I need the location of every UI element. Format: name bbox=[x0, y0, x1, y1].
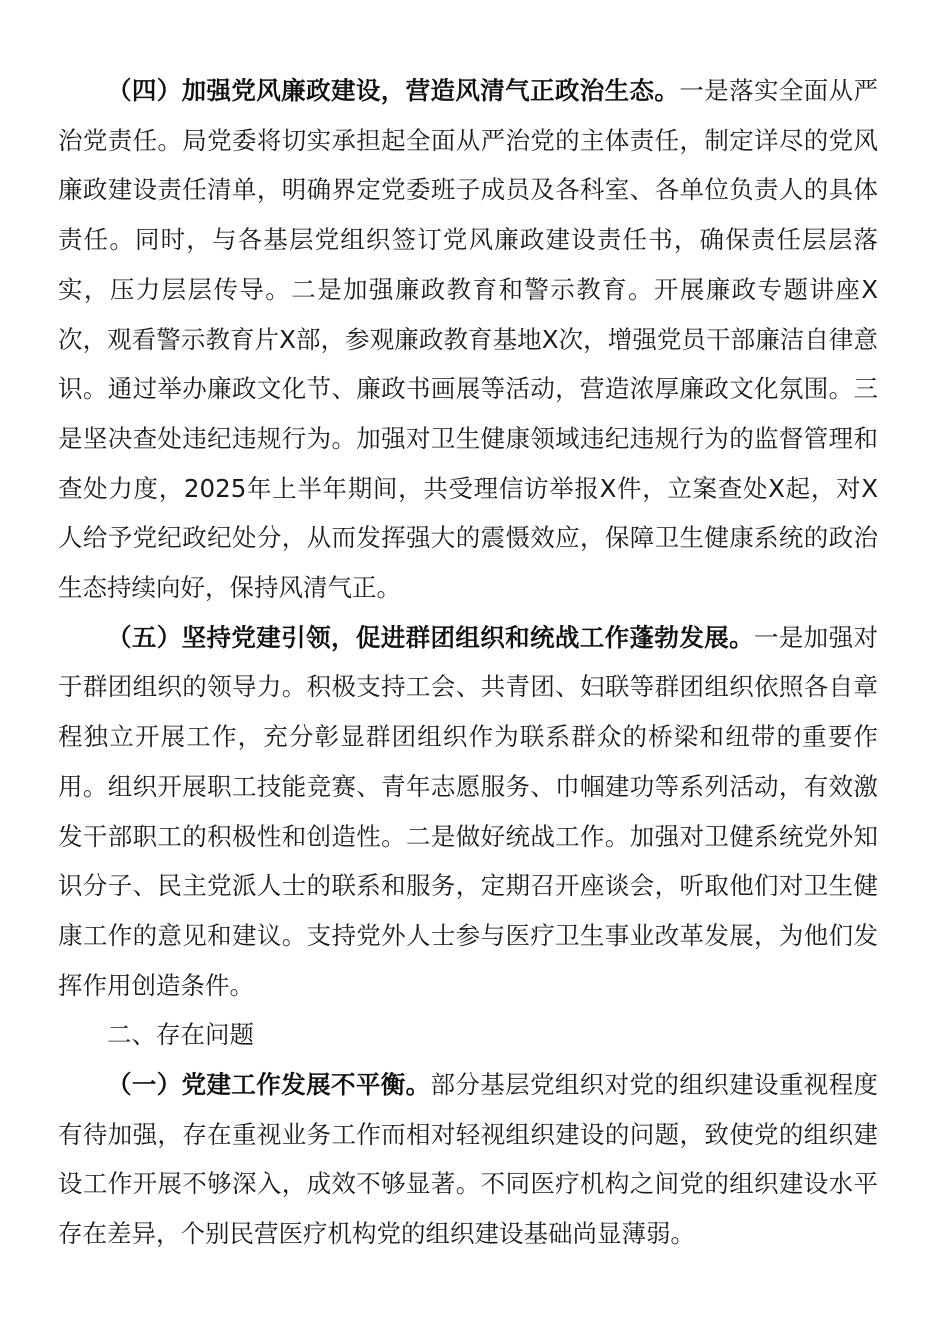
section-title: 二、存在问题 bbox=[107, 1020, 254, 1050]
paragraph-text: 一是加强对于群团组织的领导力。积极支持工会、共青团、妇联等群团组织依照各自章程独立开展工作，充分彰显群团组织作为联系群众的桥梁和纽带的重要作用。组织开展职工技能竞赛、青年志愿服务、巾帼建功等系列活动，有效激发干部职工的积极性和创造性。二是做好统战工作。加强对卫健系统党外知识分子、民主党派人士的联系和服务，定期召开座谈会，听取他们对卫生健康工作的意见和建议。支持党外人士参与医疗卫生事业改革发展，为他们发挥作用创造条件。 bbox=[58, 622, 879, 1000]
paragraph-heading: （五）坚持党建引领，促进群团组织和统战工作蓬勃发展。 bbox=[107, 622, 754, 652]
paragraph-party-conduct bbox=[58, 66, 878, 613]
paragraph-mass-organizations bbox=[58, 613, 878, 1011]
paragraph-heading: （四）加强党风廉政建设，营造风清气正政治生态。 bbox=[107, 76, 680, 105]
paragraph-problem-imbalance bbox=[58, 1060, 878, 1259]
paragraph-text: 一是落实全面从严治党责任。局党委将切实承担起全面从严治党的主体责任，制定详尽的党风廉政建设责任清单，明确界定党委班子成员及各科室、各单位负责人的具体责任。同时，与各基层党组织签订党风廉政建设责任书，确保责任层层落实，压力层层传导。二是加强廉政教育和警示教育。开展廉政专题讲座X次，观看警示教育片X部，参观廉政教育基地X次，增强党员干部廉洁自律意识。通过举办廉政文化节、廉政书画展等活动，营造浓厚廉政文化氛围。三是坚决查处违纪违规行为。加强对卫生健康领域违纪违规行为的监督管理和查处力度，2025年上半年期间，共受理信访举报X件，立案查处X起，对X人给予党纪政纪处分，从而发挥强大的震慑效应，保障卫生健康系统的政治生态持续向好，保持风清气正。 bbox=[58, 76, 879, 603]
paragraph-heading: （一）党建工作发展不平衡。 bbox=[107, 1070, 431, 1100]
paragraph-text: 部分基层党组织对党的组织建设重视程度有待加强，存在重视业务工作而相对轻视组织建设的问题，致使党的组织建设工作开展不够深入，成效不够显著。不同医疗机构之间党的组织建设水平存在差异，个别民营医疗机构党的组织建设基础尚显薄弱。 bbox=[58, 1070, 878, 1249]
document-body bbox=[58, 66, 878, 1259]
